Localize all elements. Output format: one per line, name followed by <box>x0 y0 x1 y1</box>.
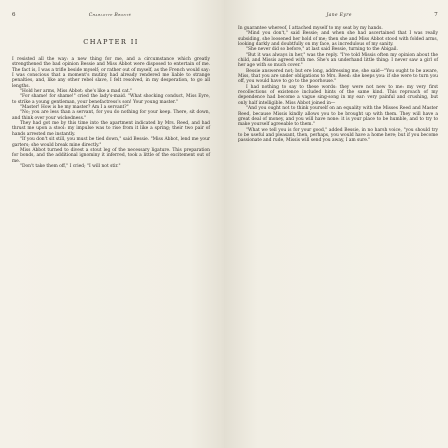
running-head: Jane Eyre <box>326 12 352 18</box>
right-page-body <box>238 26 438 144</box>
paragraph: "What we tell you is for your good," added Bessie, in no harsh voice, "you should try to be useful and pleasant, then, perhaps, you would have a home here; but if you become passionate and rude, Missis will send you away, I am sure." <box>238 127 438 144</box>
right-page-header <box>238 10 438 20</box>
paragraph: "Mind you don't," said Bessie; and when she had ascertained that I was really subsiding, she loosened her hold of me; then she and Miss Abbot stood with folded arms, looking darkly and doubtfully on my face, as incredulous of my sanity. <box>238 31 438 48</box>
paragraph: "If you don't sit still, you must be tied down," said Bessie. "Miss Abbot, lend me your garters; she would break mine directly." <box>12 137 210 148</box>
paragraph: "But it was always in her," was the reply. "I've told Missis often my opinion about the child, and Missis agreed with me. She's an underhand little thing: I never saw a girl of her age with so much cover." <box>238 52 438 69</box>
left-page-header <box>12 10 210 20</box>
paragraph: "Master! How is he my master? Am I a servant?" <box>20 105 129 111</box>
paragraph: Miss Abbot turned to divest a stout leg of the necessary ligature. This preparation for bonds, and the additional ignominy it inferred, took a little of the excitement out of me. <box>12 147 210 164</box>
paragraph: "And you ought not to think yourself on an equality with the Misses Reed and Master Reed, because Missis kindly allows you to be brought up with them. They will have a great deal of money, and you will have none: it is your place to be humble, and to try to make yourself agreeable to them." <box>238 106 438 128</box>
paragraph: I had nothing to say to these words: they were not new to me: my very first recollections of existence included hints of the same kind. This reproach of my dependence had become a vague sing-song in my ear: very painful and crushing, but only half intelligible. Miss Abbot joined in— <box>238 84 438 106</box>
chapter-title: CHAPTER II <box>83 38 139 46</box>
paragraph: "No; you are less than a servant, for you do nothing for your keep. There, sit down, and think over your wickedness." <box>12 110 210 121</box>
paragraph: "Hold her arms, Miss Abbot: she's like a mad cat." <box>20 89 133 95</box>
left-page-body <box>12 57 210 169</box>
right-page <box>224 0 448 448</box>
running-head: Charlotte Brontë <box>88 12 132 18</box>
paragraph: "Don't take them off," I cried; "I will not stir." <box>20 163 121 169</box>
paragraph: "She never did so before," at last said Bessie, turning to the Abigail. <box>246 47 398 53</box>
page-number: 6 <box>12 12 16 18</box>
paragraph: In guarantee whereof, I attached myself to my seat by my hands. <box>238 26 383 31</box>
paragraph: "For shame! for shame!" cried the lady's-maid. "What shocking conduct, Miss Eyre, to strike a young gentleman, your benefactress's son! Your young master." <box>12 94 210 105</box>
paragraph: Bessie answered not; but ere long, addressing me, she said—"You ought to be aware, Miss, that you are under obligations to Mrs. Reed: she keeps you: if she were to turn you off, you would have to go to the poorhouse." <box>238 68 438 85</box>
paragraph: They had got me by this time into the apartment indicated by Mrs. Reed, and had thrust me upon a stool: my impulse was to rise from it like a spring; their two pair of hands arrested me instantly. <box>12 121 210 137</box>
paragraph: I resisted all the way: a new thing for me, and a circumstance which greatly strengthened the bad opinion Bessie and Miss Abbot were disposed to entertain of me. The fact is, I was a trifle beside myself; or rather out of myself, as the French would say: I was conscious that a moment's mutiny had already rendered me liable to strange penalties, and, like any other rebel slave, I felt resolved, in my desperation, to go all lengths. <box>12 57 210 89</box>
page-number: 7 <box>434 12 438 18</box>
